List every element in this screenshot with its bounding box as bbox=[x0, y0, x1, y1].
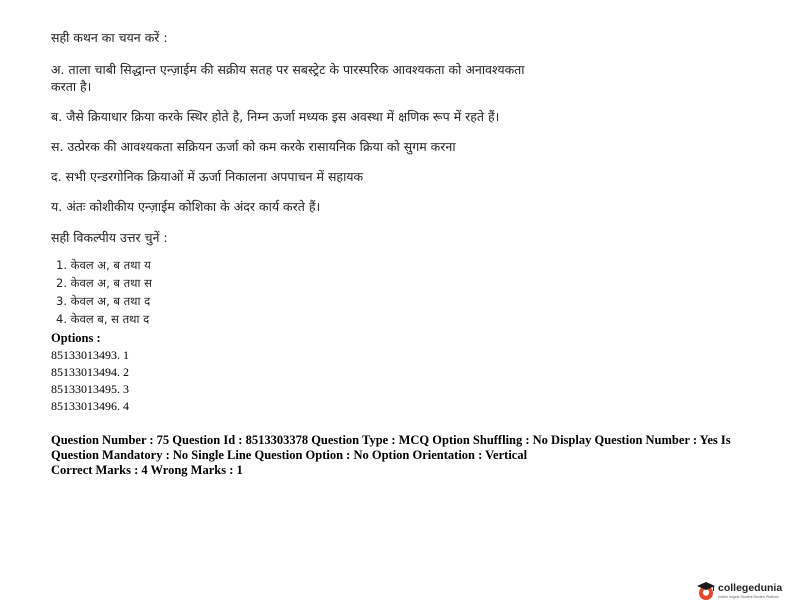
choice-item: 2. केवल अ, ब तथा स bbox=[56, 276, 152, 290]
statement-b: ब. जैसे क्रियाधार क्रिया करके स्थिर होते है, निम्न ऊर्जा मध्यक इस अवस्था में क्षणिक रूप में रहते हैं। bbox=[51, 109, 500, 124]
options-heading: Options : bbox=[51, 331, 101, 345]
statement-e: य. अंतः कोशीकीय एन्ज़ाईम कोशिका के अंदर कार्य करते हैं। bbox=[51, 199, 321, 214]
answer-prompt: सही विकल्पीय उत्तर चुनें : bbox=[51, 230, 168, 245]
option-id: 85133013493. 1 bbox=[51, 348, 129, 362]
logo-tagline: India's largest Student Review Platform bbox=[718, 595, 779, 599]
option-id: 85133013494. 2 bbox=[51, 365, 129, 379]
choice-item: 4. केवल ब, स तथा द bbox=[56, 312, 150, 326]
option-id-list bbox=[51, 347, 129, 415]
statement-a-line2: करता है। bbox=[51, 79, 92, 94]
statement-d: द. सभी एन्डरगोनिक क्रियाओं में ऊर्जा निकालना अपपाचन में सहायक bbox=[51, 169, 364, 184]
statement-c: स. उत्प्रेरक की आवश्यकता सक्रियन ऊर्जा को कम करके रासायनिक क्रिया को सुगम करना bbox=[51, 139, 456, 154]
option-id: 85133013496. 4 bbox=[51, 399, 129, 413]
option-id: 85133013495. 3 bbox=[51, 382, 129, 396]
meta-line1: Question Number : 75 Question Id : 8513303378 Question Type : MCQ Option Shuffling : No Display Question Number : Yes Is bbox=[51, 433, 731, 447]
choice-list bbox=[56, 256, 152, 328]
meta-line2: Question Mandatory : No Single Line Question Option : No Option Orientation : Vertical bbox=[51, 448, 528, 462]
question-instruction: सही कथन का चयन करें : bbox=[51, 30, 168, 45]
choice-item: 3. केवल अ, ब तथा द bbox=[56, 294, 151, 308]
statement-a-line1: अ. ताला चाबी सिद्धान्त एन्ज़ाईम की सक्रीय सतह पर सबस्ट्रेट के पारस्परिक आवश्यकता को अनावश्यकता bbox=[51, 62, 525, 77]
choice-item: 1. केवल अ, ब तथा य bbox=[56, 258, 151, 272]
logo-name: collegedunia bbox=[718, 582, 783, 594]
statement-a bbox=[51, 61, 571, 95]
question-meta bbox=[51, 433, 751, 478]
collegedunia-logo bbox=[696, 580, 786, 604]
meta-line3: Correct Marks : 4 Wrong Marks : 1 bbox=[51, 463, 243, 477]
graduate-cap-icon bbox=[696, 580, 716, 602]
